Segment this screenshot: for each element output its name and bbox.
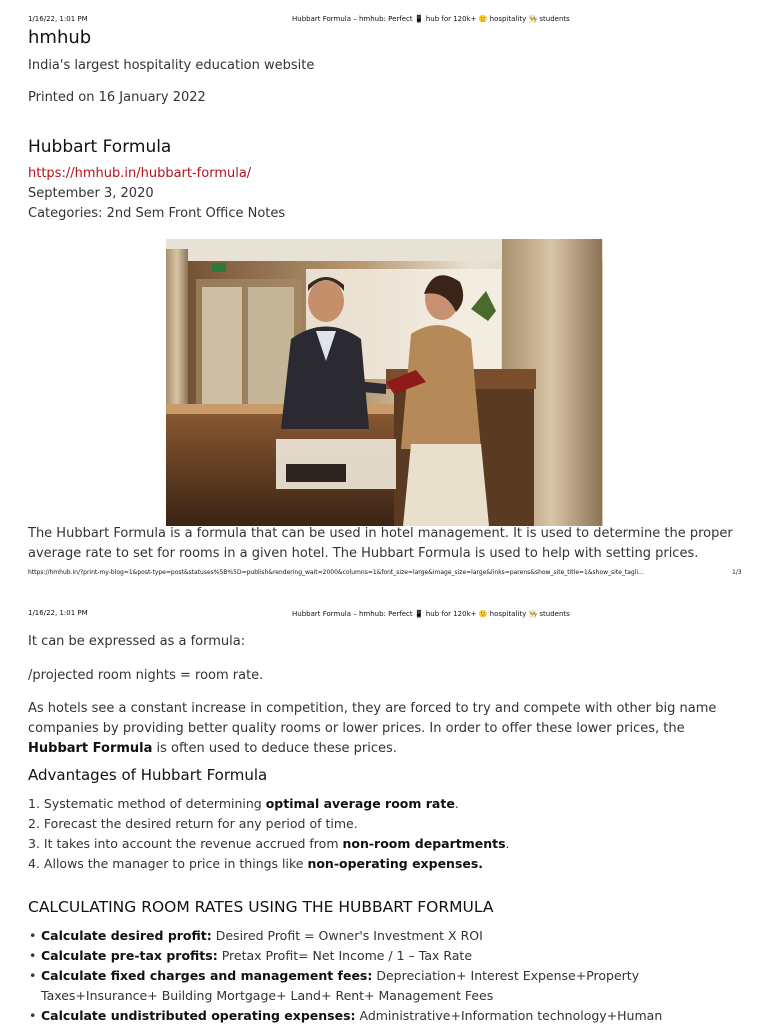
list-bold: non-room departments: [342, 836, 506, 851]
post-date: September 3, 2020: [28, 186, 154, 201]
post-categories: Categories: 2nd Sem Front Office Notes: [28, 206, 286, 221]
list-bold: optimal average room rate: [265, 796, 455, 811]
list-text: Pretax Profit= Net Income / 1 – Tax Rate: [217, 948, 473, 963]
advantages-heading: Advantages of Hubbart Formula: [28, 766, 268, 784]
list-item: [28, 834, 740, 854]
print-footer-url: https://hmhub.in/?print-my-blog=1&post-type=post&statuses%5B%5D=publish&rendering_wait=2000&columns=1&font_size=large&image_size=large&links=parens&show_site_title=1&show_site_tagli...: [28, 569, 644, 576]
list-number: 3.: [28, 836, 40, 851]
post-url-link[interactable]: https://hmhub.in/hubbart-formula/: [28, 166, 252, 181]
site-title[interactable]: hmhub: [28, 27, 92, 48]
list-item: [28, 794, 740, 814]
competition-bold-term: Hubbart Formula: [28, 741, 153, 756]
bullet: •: [29, 928, 37, 943]
list-item: [28, 926, 738, 946]
formula-text: /projected room nights = room rate.: [28, 668, 264, 683]
competition-text-end: is often used to deduce these prices.: [152, 741, 397, 756]
list-bold: Calculate fixed charges and management fees:: [41, 968, 373, 983]
list-text: Allows the manager to price in things like: [43, 856, 308, 871]
list-text: Administrative+Information technology+Human: [355, 1008, 663, 1023]
list-item: [28, 1006, 738, 1026]
list-item: [28, 966, 738, 1006]
list-number: 2.: [28, 816, 40, 831]
print-timestamp: 1/16/22, 1:01 PM: [28, 609, 88, 617]
list-text: It takes into account the revenue accrued from: [43, 836, 343, 851]
list-text: Forecast the desired return for any period of time.: [43, 816, 358, 831]
list-end: .: [505, 836, 510, 851]
bullet: •: [29, 1008, 37, 1023]
print-page-title: Hubbart Formula – hmhub: Perfect 📱 hub for 120k+ 🙂 hospitality 👨‍🍳 students: [292, 15, 570, 23]
hotel-reception-photo: [166, 239, 603, 526]
print-page-number: 1/3: [732, 569, 742, 576]
list-item: [28, 854, 740, 874]
bullet: •: [29, 948, 37, 963]
list-text: Systematic method of determining: [43, 796, 266, 811]
list-end: .: [454, 796, 459, 811]
site-tagline: India's largest hospitality education website: [28, 58, 315, 73]
post-title: Hubbart Formula: [28, 137, 172, 157]
list-text: Desired Profit = Owner's Investment X ROI: [211, 928, 483, 943]
competition-text: As hotels see a constant increase in competition, they are forced to try and compete with other big name companies by providing better quality rooms or lower prices. In order to offer these lower prices, the: [28, 701, 717, 736]
list-bold: Calculate undistributed operating expenses:: [41, 1008, 356, 1023]
list-item: [28, 814, 740, 834]
print-timestamp: 1/16/22, 1:01 PM: [28, 15, 88, 23]
printed-date: Printed on 16 January 2022: [28, 90, 206, 105]
calculation-heading: CALCULATING ROOM RATES USING THE HUBBART FORMULA: [28, 898, 494, 916]
list-bold: non-operating expenses.: [307, 856, 484, 871]
calculation-list: [28, 926, 738, 1026]
list-number: 4.: [28, 856, 40, 871]
formula-intro: It can be expressed as a formula:: [28, 634, 246, 649]
print-page-title: Hubbart Formula – hmhub: Perfect 📱 hub for 120k+ 🙂 hospitality 👨‍🍳 students: [292, 610, 570, 618]
advantages-list: [28, 794, 740, 874]
list-number: 1.: [28, 796, 40, 811]
bullet: •: [29, 968, 37, 983]
competition-paragraph: [28, 699, 740, 759]
list-bold: Calculate pre-tax profits:: [41, 948, 218, 963]
list-item: [28, 946, 738, 966]
list-bold: Calculate desired profit:: [41, 928, 212, 943]
intro-paragraph: The Hubbart Formula is a formula that can be used in hotel management. It is used to determine the proper average rate to set for rooms in a given hotel. The Hubbart Formula is used to help with setting prices.: [28, 526, 733, 561]
list-text: Depreciation+ Interest Expense+Property Taxes+Insurance+ Building Mortgage+ Land+ Rent+ Management Fees: [41, 968, 640, 1003]
